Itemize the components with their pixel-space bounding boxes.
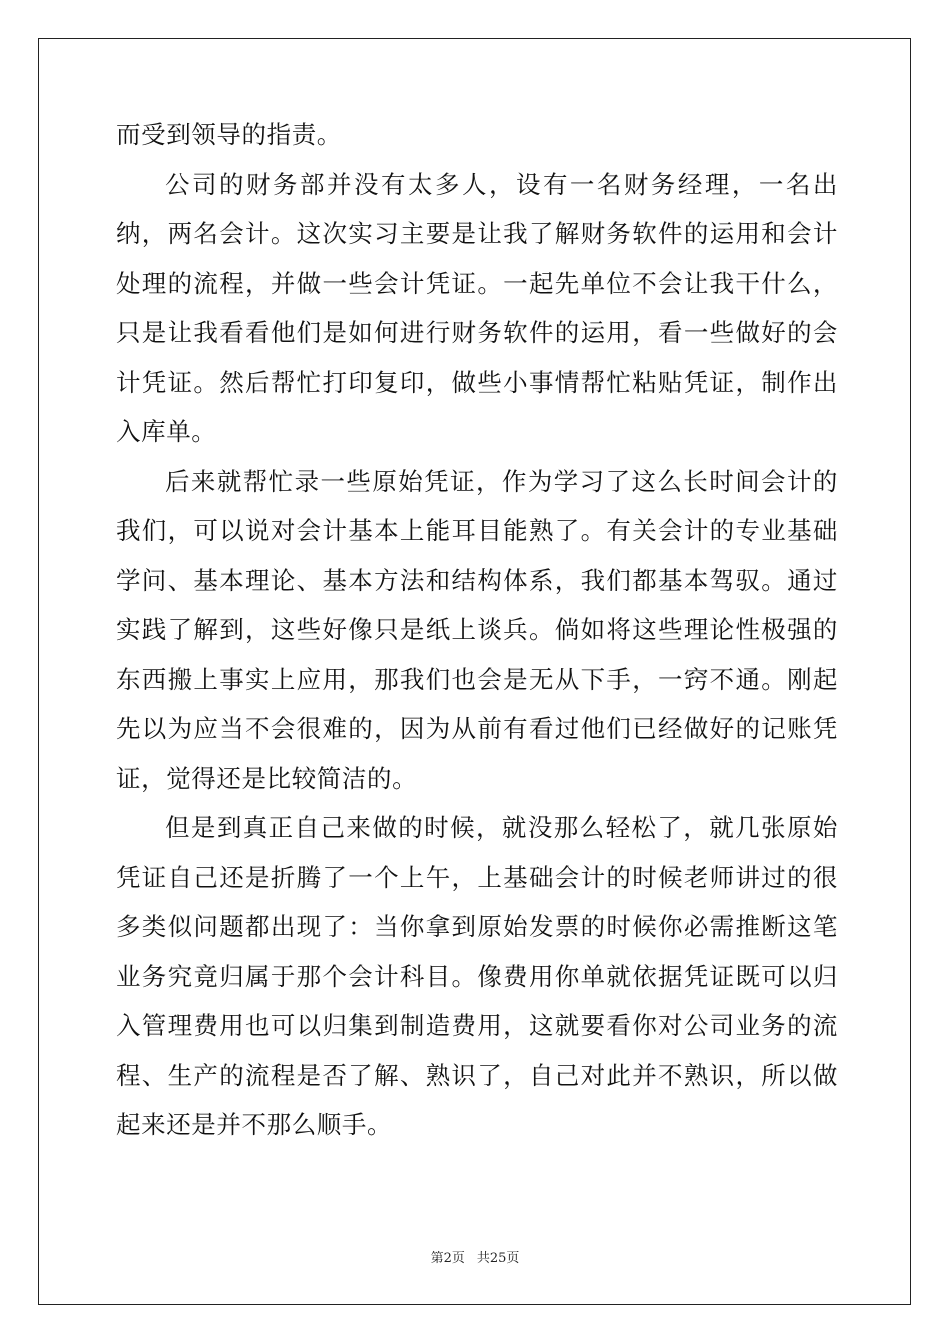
paragraph-2: 公司的财务部并没有太多人，设有一名财务经理，一名出纳，两名会计。这次实习主要是让我了解财务软件的运用和会计处理的流程，并做一些会计凭证。一起先单位不会让我干什么，只是让我看看他们是如何进行财务软件的运用，看一些做好的会计凭证。然后帮忙打印复印，做些小事情帮忙粘贴凭证，制作出入库单。 <box>116 169 838 446</box>
page-number: 第2页 <box>430 1251 465 1266</box>
paragraph-1: 而受到领导的指责。 <box>116 120 342 149</box>
page-total: 共25页 <box>476 1251 520 1266</box>
paragraph-4: 但是到真正自己来做的时候，就没那么轻松了，就几张原始凭证自己还是折腾了一个上午，上基础会计的时候老师讲过的很多类似问题都出现了：当你拿到原始发票的时候你必需推断这笔业务究竟归属于那个会计科目。像费用你单就依据凭证既可以归入管理费用也可以归集到制造费用，这就要看你对公司业务的流程、生产的流程是否了解、熟识了，自己对此并不熟识，所以做起来还是并不那么顺手。 <box>116 813 838 1139</box>
document-body <box>116 110 838 1150</box>
paragraph-3: 后来就帮忙录一些原始凭证，作为学习了这么长时间会计的我们，可以说对会计基本上能耳目能熟了。有关会计的专业基础学问、基本理论、基本方法和结构体系，我们都基本驾驭。通过实践了解到，这些好像只是纸上谈兵。倘如将这些理论性极强的东西搬上事实上应用，那我们也会是无从下手，一窍不通。刚起先以为应当不会很难的，因为从前有看过他们已经做好的记账凭证，觉得还是比较简洁的。 <box>116 466 838 793</box>
page-footer <box>0 1247 950 1266</box>
